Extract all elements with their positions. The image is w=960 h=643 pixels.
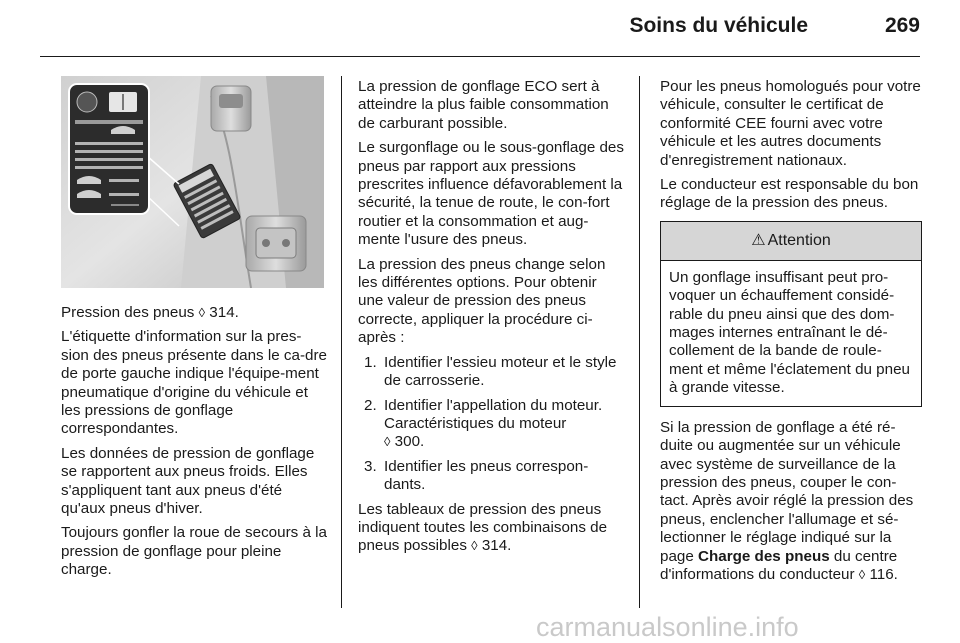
cross-reference-link[interactable]: 314. [209, 304, 239, 321]
paragraph: L'étiquette d'information sur la pres-sion des pneus présente dans le ca-dre de porte gauche indique l'équipe-ment pneumatique d'origine du véhicule et les pressions de gonflage correspondantes. [61, 328, 327, 438]
step-text: Identifier l'essieu moteur et le style de carrosserie. [384, 353, 617, 390]
cross-reference-link[interactable]: 300. [394, 433, 425, 451]
cross-reference-link[interactable]: 314. [481, 537, 512, 555]
list-item [358, 354, 626, 391]
paragraph: La pression de gonflage ECO sert à atteindre la plus faible consommation de carburant possible. [358, 78, 609, 132]
paragraph: Le conducteur est responsable du bon réglage de la pression des pneus. [660, 176, 919, 212]
watermark: carmanualsonline.info [536, 612, 799, 642]
warning-header [661, 222, 921, 261]
paragraph [660, 419, 922, 585]
warning-title: Attention [767, 231, 831, 249]
cross-reference-link[interactable]: 116. [869, 565, 898, 583]
cross-reference-arrow-icon: ◊ [858, 566, 866, 582]
step-text: Identifier l'appellation du moteur. Caractéristiques du moteur [384, 396, 603, 432]
cross-reference-arrow-icon: ◊ [471, 538, 478, 554]
warning-triangle-icon: ⚠ [751, 231, 766, 249]
paragraph: Toujours gonfler la roue de secours à la pression de gonflage pour pleine charge. [61, 524, 327, 579]
warning-text: Un gonflage insuffisant peut pro-voquer un échauffement considé-rable du pneu ainsi que des dom-mages internes entraînant le dé-collement de la bande de roule-ment et même l'éclatement du pneu à grande vitesse. [669, 268, 910, 397]
page-header-title: Soins du véhicule [629, 14, 808, 37]
step-number: 3. [364, 457, 377, 475]
column-1 [61, 304, 327, 586]
cross-reference-arrow-icon: ◊ [384, 434, 391, 450]
step-text: Identifier les pneus correspon-dants. [384, 457, 589, 494]
list-item [358, 458, 626, 495]
list-item [358, 397, 626, 452]
column-divider-2 [639, 76, 640, 608]
procedure-steps [358, 354, 626, 495]
menu-page-name: Charge des pneus [698, 547, 830, 565]
header-rule [40, 56, 920, 57]
column-3 [660, 78, 922, 590]
column-2 [358, 78, 626, 562]
paragraph: Pour les pneus homologués pour votre véhicule, consulter le certificat de conformité CEE fourni avec votre véhicule et les autres documents d'enregistrement nationaux. [660, 78, 921, 169]
paragraph-text: Les tableaux de pression des pneus indiquent toutes les combinaisons de pneus possibles [358, 500, 608, 555]
cross-reference-arrow-icon: ◊ [198, 305, 206, 320]
page-number: 269 [884, 14, 920, 37]
paragraph-text: Si la pression de gonflage a été ré-duite ou augmentée sur un véhicule avec système de surveillance de la pression des pneus, couper le con-tact. Après avoir réglé la pression des pneus, enclencher l'allumage et sé-lectionner le réglage indiqué sur la page [660, 418, 914, 565]
paragraph-text: Pression des pneus [61, 304, 199, 321]
paragraph-text: du centre d'informations du conducteur [660, 547, 898, 583]
paragraph: Les données de pression de gonflage se rapportent aux pneus froids. Elles s'appliquent tant aux pneus d'été qu'aux pneus d'hiver. [61, 444, 315, 518]
door-frame-illustration [61, 76, 324, 288]
column-divider-1 [341, 76, 342, 608]
warning-box [660, 221, 922, 407]
tire-pressure-label-figure [61, 76, 324, 288]
paragraph: La pression des pneus change selon les différentes options. Pour obtenir une valeur de pression des pneus correcte, appliquer la procédure ci-après : [358, 255, 606, 347]
step-number: 2. [364, 396, 377, 414]
step-number: 1. [364, 353, 377, 371]
paragraph [358, 501, 626, 556]
paragraph [61, 304, 327, 322]
paragraph: Le surgonflage ou le sous-gonflage des pneus par rapport aux pressions prescrites influence défavorablement la sécurité, la tenue de route, le con-fort routier et la consommation et aug-mente l'usure des pneus. [358, 139, 624, 249]
